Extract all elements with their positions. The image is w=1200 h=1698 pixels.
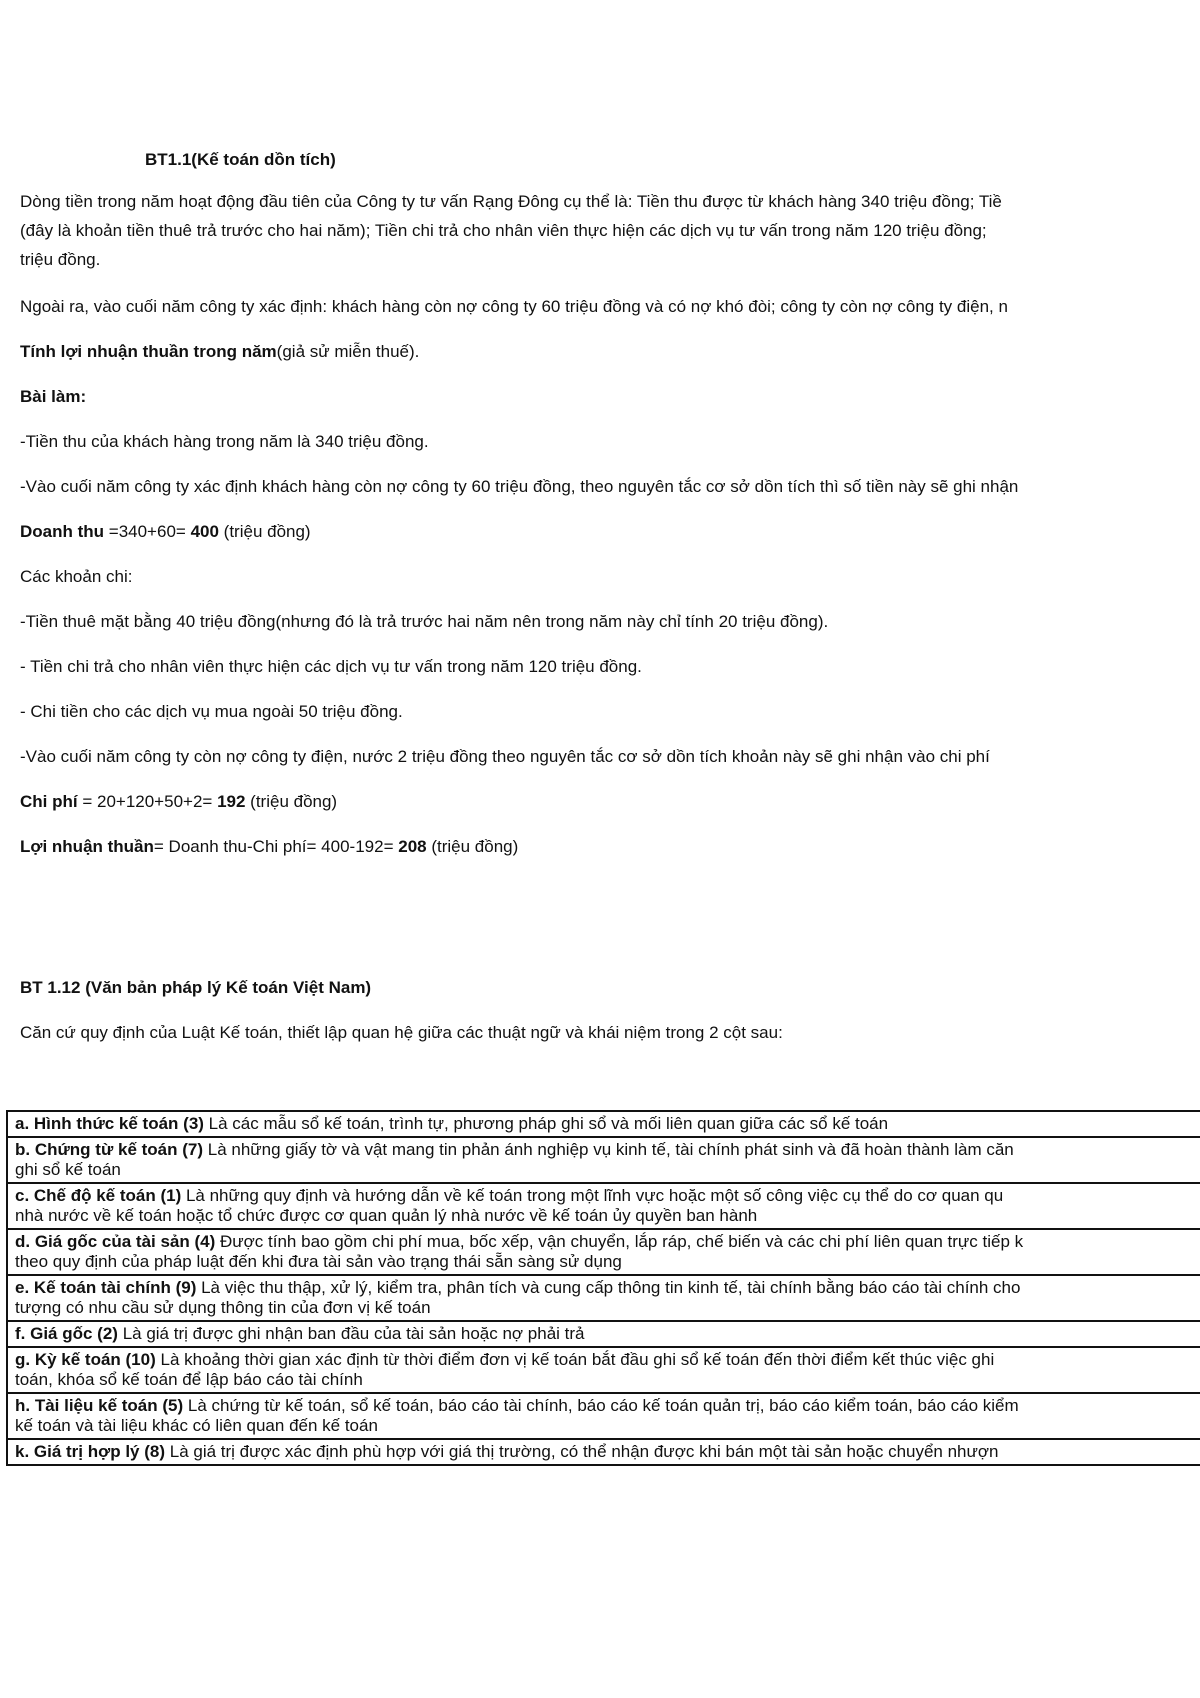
table-row [7, 1275, 1200, 1321]
problem-paragraph-2: Ngoài ra, vào cuối năm công ty xác định: khách hàng còn nợ công ty 60 triệu đồng và có nợ khó đòi; công ty còn nợ công ty điện, n [20, 297, 1008, 316]
exercise-2-intro: Căn cứ quy định của Luật Kế toán, thiết lập quan hệ giữa các thuật ngữ và khái niệm trong 2 cột sau: [20, 1023, 783, 1042]
problem-paragraph-line-3: triệu đồng. [20, 250, 101, 269]
profit-label: Lợi nhuận thuần [20, 837, 154, 856]
revenue-line-2: -Vào cuối năm công ty xác định khách hàng còn nợ công ty 60 triệu đồng, theo nguyên tắc cơ sở dồn tích thì số tiền này sẽ ghi nhận [20, 477, 1019, 496]
table-row [7, 1111, 1200, 1137]
definition-continuation: theo quy định của pháp luật đến khi đưa tài sản vào trạng thái sẵn sàng sử dụng [15, 1252, 622, 1271]
exercise-2-title: BT 1.12 (Văn bản pháp lý Kế toán Việt Nam) [20, 978, 372, 997]
expense-line-3: - Chi tiền cho các dịch vụ mua ngoài 50 triệu đồng. [20, 702, 403, 721]
term-label: d. Giá gốc của tài sản (4) [15, 1232, 216, 1251]
definitions-table [6, 1110, 1200, 1466]
definition-text: Là những giấy tờ và vật mang tin phản ánh nghiệp vụ kinh tế, tài chính phát sinh và đã hoàn thành làm căn [203, 1140, 1014, 1159]
cost-formula: = 20+120+50+2= [77, 792, 218, 811]
table-cell [7, 1137, 1200, 1183]
cost-value: 192 [217, 792, 246, 811]
revenue-line-1: -Tiền thu của khách hàng trong năm là 340 triệu đồng. [20, 432, 429, 451]
definition-text: Là khoảng thời gian xác định từ thời điểm đơn vị kế toán bắt đầu ghi sổ kế toán đến thời điểm kết thúc việc ghi [155, 1350, 995, 1369]
profit-value: 208 [398, 837, 427, 856]
table-row [7, 1321, 1200, 1347]
task-line [20, 342, 419, 362]
definition-continuation: toán, khóa sổ kế toán để lập báo cáo tài chính [15, 1370, 363, 1389]
problem-paragraph-line-2: (đây là khoản tiền thuê trả trước cho hai năm); Tiền chi trả cho nhân viên thực hiện các dịch vụ tư vấn trong năm 120 triệu đồng; [20, 221, 987, 240]
definition-continuation: tượng có nhu cầu sử dụng thông tin của đơn vị kế toán [15, 1298, 431, 1317]
term-label: h. Tài liệu kế toán (5) [15, 1396, 184, 1415]
definition-text: Là giá trị được ghi nhận ban đầu của tài sản hoặc nợ phải trả [117, 1324, 585, 1343]
definition-text: Là những quy định và hướng dẫn về kế toán trong một lĩnh vực hoặc một số công việc cụ thể do cơ quan qu [181, 1186, 1004, 1205]
table-row [7, 1229, 1200, 1275]
table-row [7, 1439, 1200, 1465]
definition-text: Là giá trị được xác định phù hợp với giá thị trường, có thể nhận được khi bán một tài sản hoặc chuyển nhượn [165, 1442, 999, 1461]
profit-unit: (triệu đồng) [426, 837, 519, 856]
term-label: c. Chế độ kế toán (1) [15, 1186, 182, 1205]
revenue-unit: (triệu đồng) [218, 522, 311, 541]
expense-header: Các khoản chi: [20, 567, 133, 586]
expense-line-2: - Tiền chi trả cho nhân viên thực hiện các dịch vụ tư vấn trong năm 120 triệu đồng. [20, 657, 642, 676]
table-cell [7, 1393, 1200, 1439]
definition-text: Là việc thu thập, xử lý, kiểm tra, phân tích và cung cấp thông tin kinh tế, tài chính bằng báo cáo tài chính cho [196, 1278, 1021, 1297]
table-row [7, 1347, 1200, 1393]
table-cell [7, 1111, 1200, 1137]
profit-total [20, 837, 518, 857]
revenue-formula: =340+60= [104, 522, 191, 541]
definition-text: Được tính bao gồm chi phí mua, bốc xếp, vận chuyển, lắp ráp, chế biến và các chi phí liên quan trực tiếp k [215, 1232, 1024, 1251]
table-cell [7, 1183, 1200, 1229]
definition-continuation: ghi sổ kế toán [15, 1160, 121, 1179]
revenue-label: Doanh thu [20, 522, 105, 541]
definition-text: Là chứng từ kế toán, sổ kế toán, báo cáo tài chính, báo cáo kế toán quản trị, báo cáo kiểm toán, báo cáo kiểm [183, 1396, 1019, 1415]
term-label: e. Kế toán tài chính (9) [15, 1278, 197, 1297]
task-rest: (giả sử miễn thuế). [276, 342, 420, 361]
profit-formula: = Doanh thu-Chi phí= 400-192= [153, 837, 399, 856]
table-cell [7, 1321, 1200, 1347]
table-cell [7, 1275, 1200, 1321]
task-bold: Tính lợi nhuận thuần trong năm [20, 342, 277, 361]
definition-text: Là các mẫu sổ kế toán, trình tự, phương pháp ghi sổ và mối liên quan giữa các sổ kế toán [203, 1114, 889, 1133]
answer-label: Bài làm: [20, 387, 87, 406]
term-label: k. Giá trị hợp lý (8) [15, 1442, 166, 1461]
table-row [7, 1393, 1200, 1439]
table-cell [7, 1229, 1200, 1275]
expense-line-4: -Vào cuối năm công ty còn nợ công ty điện, nước 2 triệu đồng theo nguyên tắc cơ sở dồn tích khoản này sẽ ghi nhận vào chi phí [20, 747, 990, 766]
expense-line-1: -Tiền thuê mặt bằng 40 triệu đồng(nhưng đó là trả trước hai năm nên trong năm này chỉ tính 20 triệu đồng). [20, 612, 829, 631]
definition-continuation: nhà nước về kế toán hoặc tổ chức được cơ quan quản lý nhà nước về kế toán ủy quyền ban hành [15, 1206, 758, 1225]
cost-total [20, 792, 337, 812]
table-row [7, 1183, 1200, 1229]
term-label: b. Chứng từ kế toán (7) [15, 1140, 204, 1159]
table-row [7, 1137, 1200, 1183]
table-cell [7, 1347, 1200, 1393]
cost-label: Chi phí [20, 792, 78, 811]
problem-paragraph-line-1: Dòng tiền trong năm hoạt động đầu tiên của Công ty tư vấn Rạng Đông cụ thể là: Tiền thu được từ khách hàng 340 triệu đồng; Tiề [20, 192, 1002, 211]
table-cell [7, 1439, 1200, 1465]
revenue-total [20, 522, 311, 542]
revenue-value: 400 [190, 522, 219, 541]
term-label: f. Giá gốc (2) [15, 1324, 118, 1343]
term-label: a. Hình thức kế toán (3) [15, 1114, 204, 1133]
definition-continuation: kế toán và tài liệu khác có liên quan đến kế toán [15, 1416, 378, 1435]
cost-unit: (triệu đồng) [245, 792, 338, 811]
exercise-1-title: BT1.1(Kế toán dồn tích) [145, 150, 336, 169]
term-label: g. Kỳ kế toán (10) [15, 1350, 156, 1369]
